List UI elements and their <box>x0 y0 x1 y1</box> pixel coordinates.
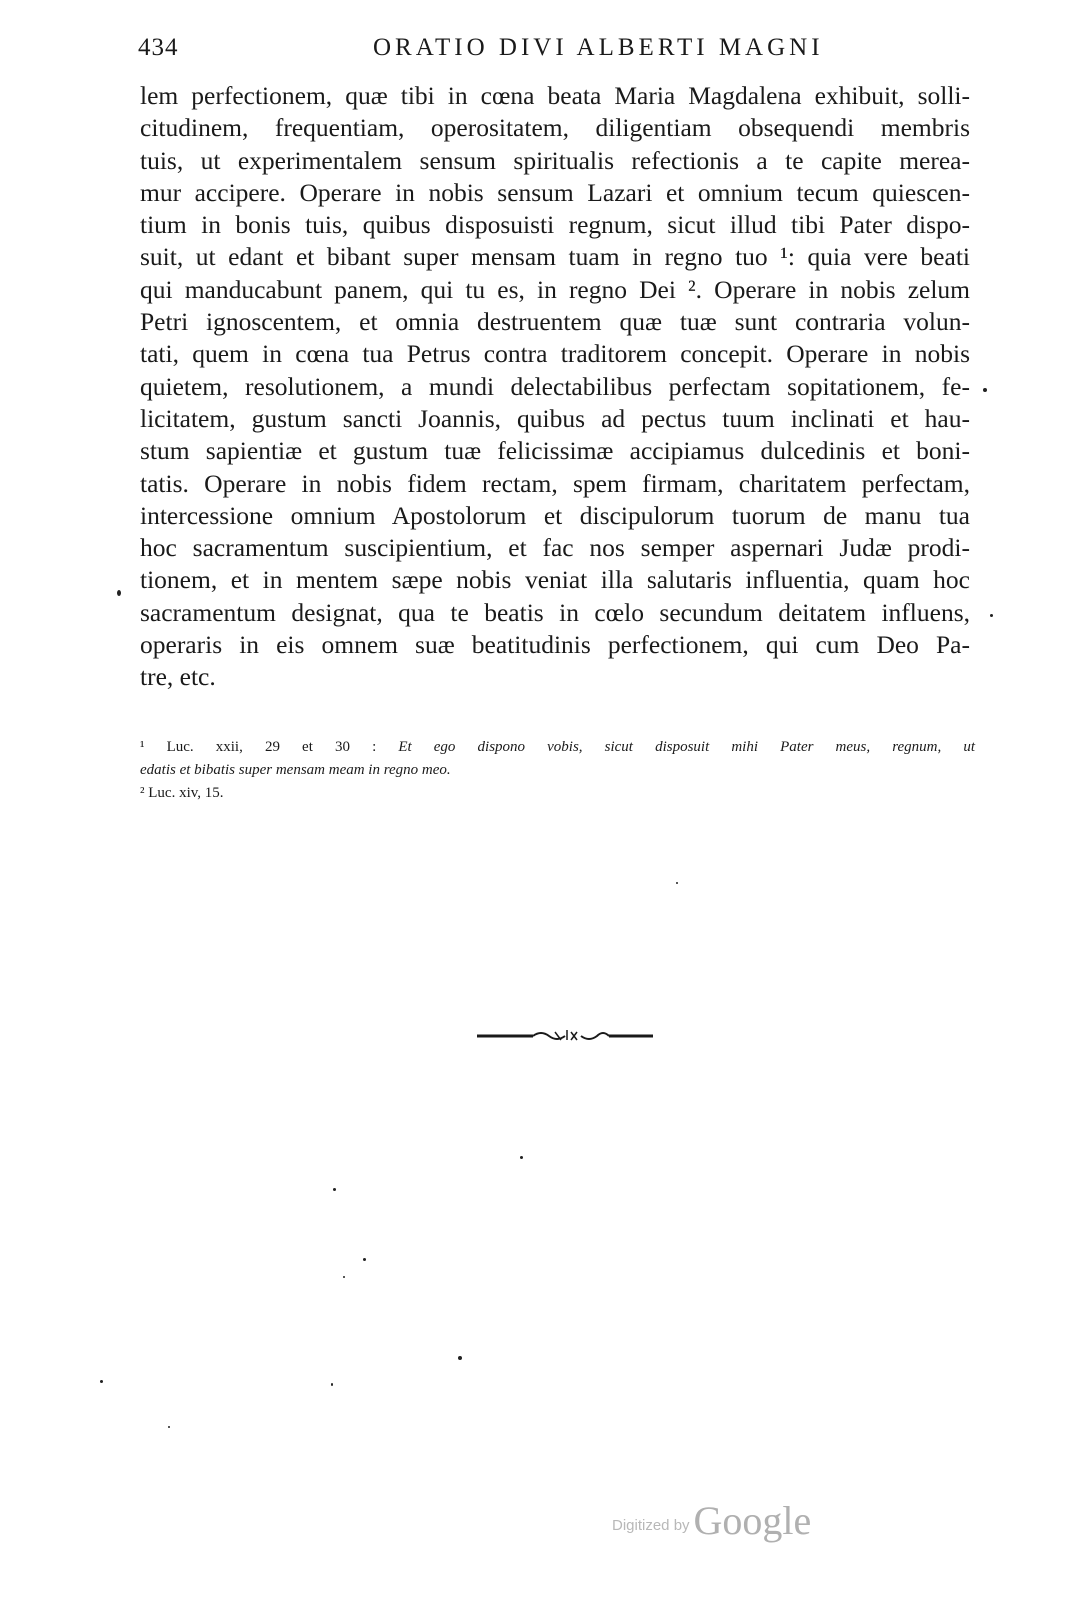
text-line: stum sapientiæ et gustum tuæ felicissimæ accipiamus dulcedinis et boni- <box>140 436 970 466</box>
page-header <box>138 34 968 68</box>
text-line: quietem, resolutionem, a mundi delectabilibus perfectam sopitationem, fe- <box>140 371 970 401</box>
text-line: citudinem, frequentiam, operositatem, diligentiam obsequendi membris <box>140 113 970 143</box>
text-line: tre, etc. <box>140 662 216 692</box>
text-line: lem perfectionem, quæ tibi in cœna beata Maria Magdalena exhibuit, solli- <box>140 81 970 110</box>
text-line: tionem, et in mentem sæpe nobis veniat illa salutaris influentia, quam hoc <box>140 565 970 595</box>
print-speck <box>983 388 987 392</box>
text-line: mur accipere. Operare in nobis sensum Lazari et omnium tecum quiescen- <box>140 177 970 207</box>
text-line: tuis, ut experimentalem sensum spiritualis refectionis a te capite merea- <box>140 145 970 175</box>
text-line: suit, ut edant et bibant super mensam tuam in regno tuo ¹: quia vere beati <box>140 242 970 272</box>
digitized-by-google-watermark <box>612 1497 811 1547</box>
footnotes <box>140 736 975 805</box>
print-speck <box>458 1356 462 1360</box>
footnote-2: ² Luc. xiv, 15. <box>140 785 224 801</box>
text-line: qui manducabunt panem, qui tu es, in regno Dei ². Operare in nobis zelum <box>140 274 970 304</box>
text-line: hoc sacramentum suscipientium, et fac nos semper aspernari Judæ prodi- <box>140 533 970 563</box>
print-speck <box>363 1258 366 1261</box>
running-title: ORATIO DIVI ALBERTI MAGNI <box>373 34 824 61</box>
page-number: 434 <box>138 34 179 61</box>
footnote-1 <box>140 736 975 759</box>
watermark-prefix: Digitized by <box>612 1517 690 1534</box>
text-line: intercessione omnium Apostolorum et discipulorum tuorum de manu tua <box>140 500 970 530</box>
footnote-1-quote-end: edatis et bibatis super mensam meam in regno meo. <box>140 762 451 778</box>
text-line: tatis. Operare in nobis fidem rectam, spem firmam, charitatem perfectam, <box>140 468 970 498</box>
print-speck <box>333 1188 336 1191</box>
print-speck <box>100 1380 103 1383</box>
print-speck <box>520 1156 523 1159</box>
print-speck <box>331 1383 333 1386</box>
print-speck <box>117 590 121 596</box>
print-speck <box>168 1426 170 1428</box>
print-speck <box>343 1276 345 1278</box>
footnote-1-reference: ¹ Luc. xxii, 29 et 30 : <box>140 739 399 755</box>
text-line: tium in bonis tuis, quibus disposuisti regnum, sicut illud tibi Pater dispo- <box>140 210 970 240</box>
footnote-1-continuation <box>140 759 975 782</box>
footnote-1-quote: Et ego dispono vobis, sicut disposuit mihi Pater meus, regnum, ut <box>398 739 975 755</box>
ornament-divider <box>475 1024 655 1046</box>
text-line: sacramentum designat, qua te beatis in cœlo secundum deitatem influens, <box>140 597 970 627</box>
print-speck <box>990 614 993 617</box>
google-logo: Google <box>693 1498 812 1543</box>
text-line: licitatem, gustum sancti Joannis, quibus ad pectus tuum inclinati et hau- <box>140 403 970 433</box>
print-speck <box>676 882 678 884</box>
text-line: tati, quem in cœna tua Petrus contra traditorem concepit. Operare in nobis <box>140 339 970 369</box>
text-line: operaris in eis omnem suæ beatitudinis perfectionem, qui cum Deo Pa- <box>140 630 970 660</box>
text-line: Petri ignoscentem, et omnia destruentem quæ tuæ sunt contraria volun- <box>140 307 970 337</box>
main-text <box>140 80 970 694</box>
